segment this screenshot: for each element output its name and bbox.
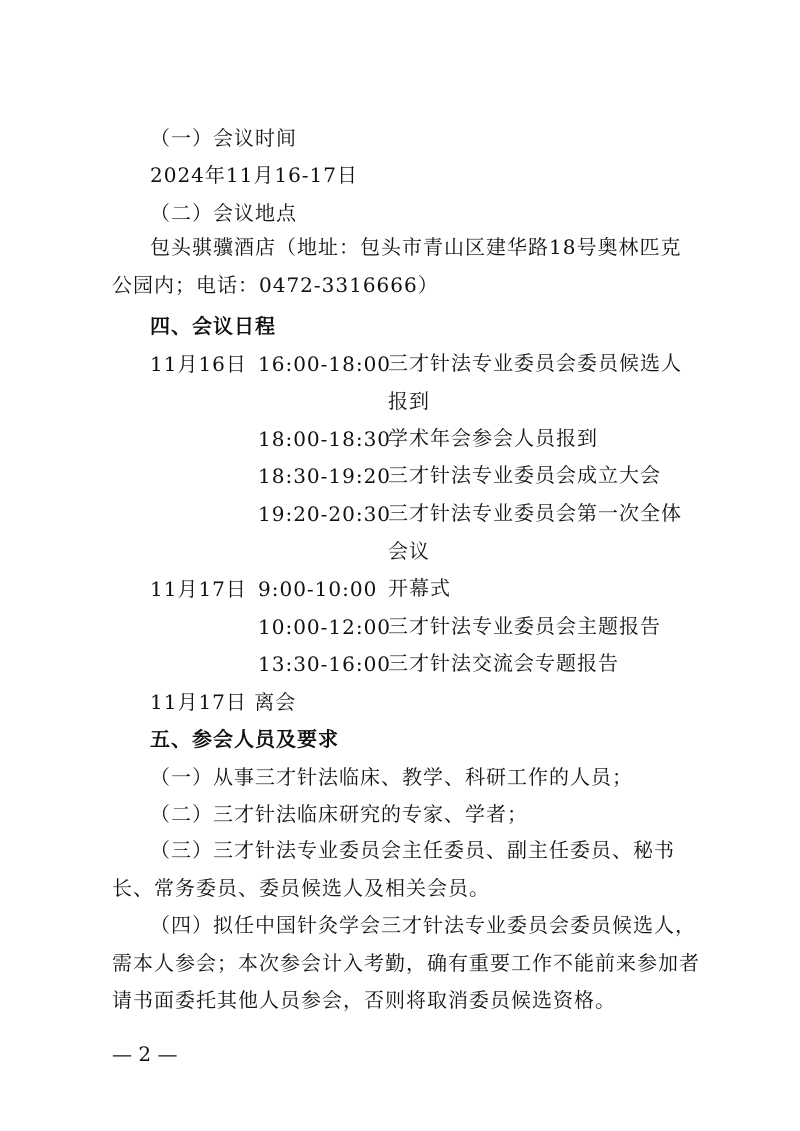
page-number: — 2 —: [112, 1042, 178, 1066]
schedule-desc: 三才针法专业委员会委员候选人报到: [388, 351, 682, 413]
meeting-place-value: [112, 229, 702, 304]
attendees-heading: 五、参会人员及要求: [150, 727, 339, 751]
schedule-time: 10:00-12:00: [258, 615, 392, 639]
attendee-item-1: （一）从事三才针法临床、教学、科研工作的人员；: [150, 765, 633, 789]
schedule-date: 11月16日: [150, 352, 247, 376]
schedule-desc: 三才针法交流会专题报告: [388, 651, 619, 675]
schedule-desc: 三才针法专业委员会主题报告: [388, 614, 661, 638]
attendee-item-3: [112, 832, 702, 907]
attendee-item-3-text: （三）三才针法专业委员会主任委员、副主任委员、秘书长、常务委员、委员候选人及相关会员。: [112, 838, 675, 900]
schedule-desc: 三才针法专业委员会成立大会: [388, 463, 661, 487]
schedule-time: 9:00-10:00: [258, 577, 378, 601]
attendee-item-4-text: （四）拟任中国针灸学会三才针法专业委员会委员候选人，需本人参会；本次参会计入考勤，确有重要工作不能前来参加者请书面委托其他人员参会，否则将取消委员候选资格。: [112, 913, 700, 1012]
schedule-time: 18:00-18:30: [258, 427, 392, 451]
meeting-time-heading: （一）会议时间: [150, 126, 297, 150]
schedule-heading: 四、会议日程: [150, 314, 276, 338]
meeting-place-text: 包头骐骥酒店（地址：包头市青山区建华路18号奥林匹克公园内；电话：0472-3316666）: [112, 235, 682, 297]
schedule-time: 16:00-18:00: [258, 352, 392, 376]
departure-line: 11月17日 离会: [150, 690, 297, 714]
schedule-time: 19:20-20:30: [258, 502, 392, 526]
schedule-time: 18:30-19:20: [258, 464, 392, 488]
attendee-item-2: （二）三才针法临床研究的专家、学者；: [150, 802, 528, 826]
attendee-item-4: [112, 907, 702, 1020]
schedule-desc: 学术年会参会人员报到: [388, 426, 598, 450]
schedule-desc: 开幕式: [388, 576, 451, 600]
schedule-date: 11月17日: [150, 577, 247, 601]
schedule-time: 13:30-16:00: [258, 652, 392, 676]
schedule-desc: 三才针法专业委员会第一次全体会议: [388, 501, 682, 563]
meeting-place-heading: （二）会议地点: [150, 201, 297, 225]
meeting-time-value: 2024年11月16-17日: [150, 163, 359, 187]
